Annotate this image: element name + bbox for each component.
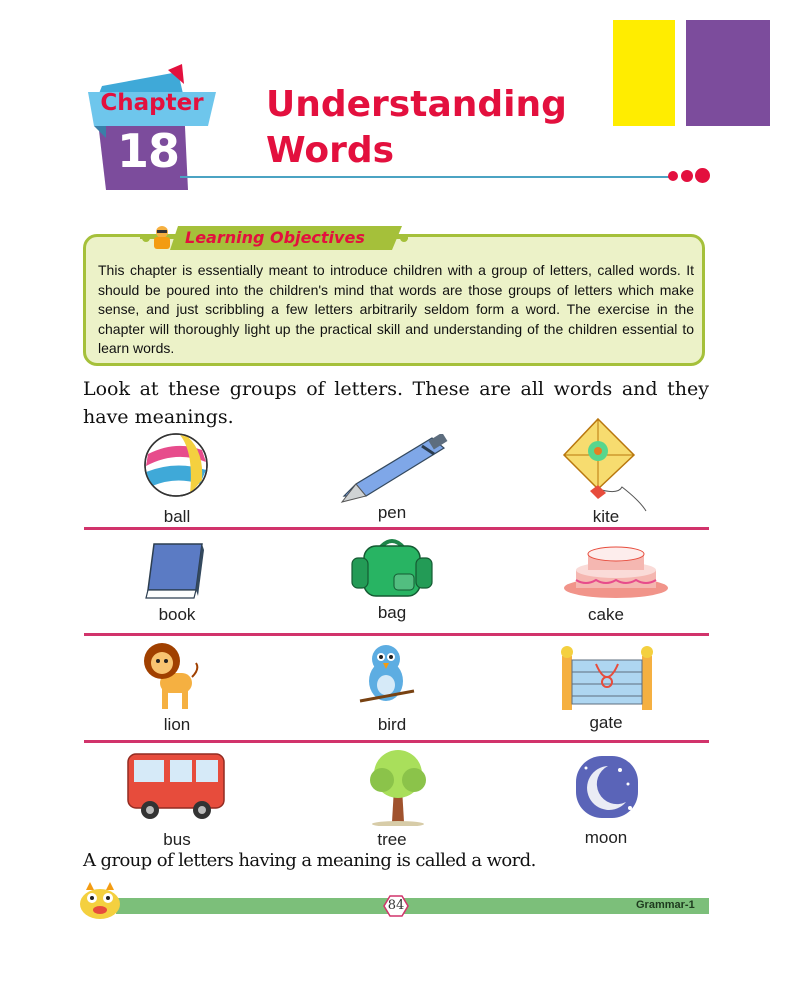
chapter-title: [266, 82, 606, 174]
word-label: bag: [377, 603, 407, 622]
chapter-label: Chapter: [100, 90, 204, 116]
rule-dot: [668, 171, 678, 181]
purple-block: [686, 20, 770, 126]
objectives-heading: Learning Objectives: [185, 228, 365, 247]
book-icon: [144, 542, 206, 600]
bus-icon: [126, 750, 228, 822]
rule-dot: [695, 168, 710, 183]
objectives-text: This chapter is essentially meant to introduce children with a group of letters, called words. It should be poured into the children's mind that words are those groups of letters which make sense, and just scribbling a few letters arbitrarily seldom form a word. The exercise in the chapter will thoroughly light up the practical skill and understanding of the children essential to learn words.: [98, 262, 694, 356]
word-label: tree: [377, 830, 407, 849]
word-label: bird: [377, 715, 407, 734]
kite-icon: [562, 417, 652, 513]
word-label: bus: [163, 830, 191, 849]
gate-icon: [558, 644, 656, 710]
rule-dot: [681, 170, 693, 182]
tree-icon: [364, 748, 432, 826]
mascot-icon: [78, 880, 122, 920]
word-label: book: [158, 605, 196, 624]
title-underline: [180, 176, 670, 178]
row-divider: [84, 740, 709, 743]
word-label: gate: [589, 713, 623, 732]
intro-text: Look at these groups of letters. These are all words and they have meanings.: [83, 378, 709, 428]
summary-text: A group of letters having a meaning is called a word.: [83, 850, 536, 871]
moon-icon: [574, 754, 640, 822]
ball-icon: [142, 432, 210, 498]
word-label: cake: [588, 605, 624, 624]
row-divider: [84, 527, 709, 530]
word-label: lion: [163, 715, 191, 734]
word-label: pen: [377, 503, 407, 522]
title-line-2: Words: [266, 130, 395, 171]
row-divider: [84, 633, 709, 636]
pen-icon: [334, 434, 450, 504]
chapter-number: 18: [116, 124, 179, 178]
cake-icon: [562, 542, 670, 600]
word-label: kite: [592, 507, 620, 526]
lion-icon: [142, 641, 200, 711]
word-label: ball: [163, 507, 191, 526]
book-title: Grammar-1: [636, 899, 695, 911]
bird-icon: [356, 641, 416, 709]
yellow-block: [613, 20, 675, 126]
footer-bar: [116, 898, 709, 914]
word-label: moon: [584, 828, 628, 847]
title-line-1: Understanding: [266, 84, 567, 125]
page-number: 84: [387, 898, 405, 913]
bag-icon: [350, 536, 434, 598]
